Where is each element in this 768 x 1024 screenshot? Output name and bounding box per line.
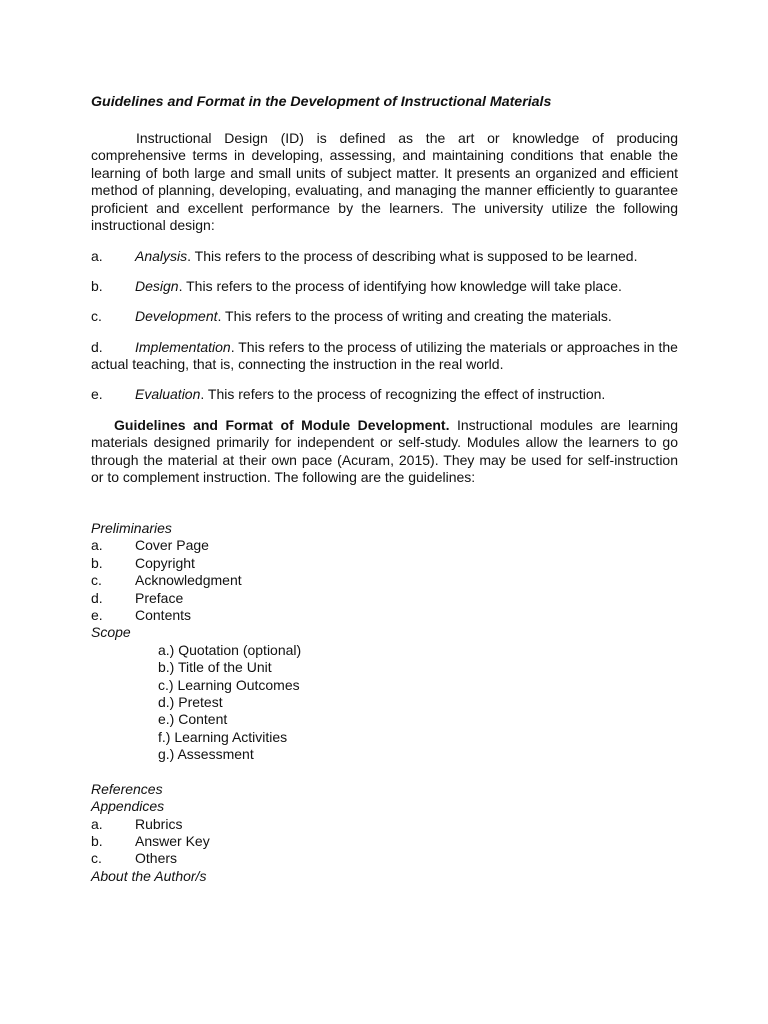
scope-item: b.) Title of the Unit — [158, 659, 272, 676]
outline-item-copyright — [91, 555, 591, 572]
design-term: Implementation — [135, 339, 231, 355]
list-letter: b. — [91, 833, 103, 850]
scope-heading: Scope — [91, 624, 131, 641]
list-letter: d. — [91, 589, 103, 606]
design-description: . This refers to the process of identifying how knowledge will take place. — [178, 278, 622, 294]
module-outline — [91, 520, 591, 885]
design-description: . This refers to the process of recognizing the effect of instruction. — [200, 386, 606, 402]
outline-item-label: Preface — [135, 589, 184, 606]
spacer — [91, 763, 591, 780]
design-description: . This refers to the process of writing and creating the materials. — [217, 308, 612, 324]
design-term: Design — [135, 278, 179, 294]
outline-item-acknowledgment — [91, 572, 591, 589]
outline-item-label: Rubrics — [135, 815, 183, 832]
list-letter: b. — [91, 554, 103, 571]
design-term: Analysis — [135, 248, 188, 264]
list-letter: e. — [91, 386, 103, 402]
design-term: Development — [135, 308, 218, 324]
list-letter: b. — [91, 278, 103, 294]
outline-item-label: Answer Key — [135, 833, 210, 850]
module-development-paragraph — [91, 417, 678, 487]
design-term: Evaluation — [135, 386, 201, 402]
scope-item: a.) Quotation (optional) — [158, 641, 302, 658]
outline-item-label: Contents — [135, 606, 192, 623]
design-item-development — [91, 308, 681, 325]
scope-item: d.) Pretest — [158, 693, 223, 710]
list-letter: e. — [91, 606, 103, 623]
design-item-evaluation — [91, 386, 681, 403]
scope-item: c.) Learning Outcomes — [158, 676, 300, 693]
appendices-heading: Appendices — [91, 798, 165, 815]
about-author-heading: About the Author/s — [91, 867, 207, 884]
list-letter: a. — [91, 248, 103, 264]
outline-item-others — [91, 850, 591, 867]
list-letter: c. — [91, 572, 102, 589]
outline-item-label: Acknowledgment — [135, 572, 242, 589]
outline-item-preface — [91, 590, 591, 607]
outline-item-label: Cover Page — [135, 537, 209, 554]
outline-item-label: Others — [135, 850, 178, 867]
outline-item-label: Copyright — [135, 554, 195, 571]
list-letter: a. — [91, 815, 103, 832]
module-description: Instructional modules are learning materials designed primarily for independent or self-study. Modules allow the learners to go through the material at their own pace (Acuram, 2015). They may be used for self-instruction or to complement instruction. The following are the guidelines: — [91, 417, 678, 486]
list-letter: a. — [91, 537, 103, 554]
scope-item: g.) Assessment — [158, 746, 254, 763]
preliminaries-heading: Preliminaries — [91, 520, 172, 536]
scope-item: f.) Learning Activities — [158, 728, 288, 745]
outline-item-rubrics — [91, 816, 591, 833]
module-lead-heading: Guidelines and Format of Module Development. — [114, 417, 450, 433]
list-letter: c. — [91, 850, 102, 867]
list-letter: d. — [91, 339, 103, 355]
intro-paragraph: Instructional Design (ID) is defined as the art or knowledge of producing comprehensive terms in developing, assessing, and maintaining conditions that enable the learning of both large and small units of subject matter. It presents an organized and efficient method of planning, developing, evaluating, and managing the manner efficiently to guarantee proficient and excellent performance by the learners. The university utilize the following instructional design: — [91, 130, 678, 234]
scope-item: e.) Content — [158, 711, 228, 728]
design-description: . This refers to the process of describing what is supposed to be learned. — [187, 248, 638, 264]
design-item-design — [91, 278, 681, 295]
design-item-implementation — [91, 339, 681, 374]
document-title: Guidelines and Format in the Development of Instructional Materials — [91, 94, 552, 110]
references-heading: References — [91, 780, 163, 797]
list-letter: c. — [91, 308, 102, 324]
outline-item-contents — [91, 607, 591, 624]
design-item-analysis — [91, 248, 681, 265]
outline-item-answer-key — [91, 833, 591, 850]
design-description: . This refers to the process of utilizing the materials or approaches in the actual teaching, that is, connecting the instruction in the real world. — [91, 339, 678, 373]
outline-item-cover-page — [91, 537, 591, 554]
